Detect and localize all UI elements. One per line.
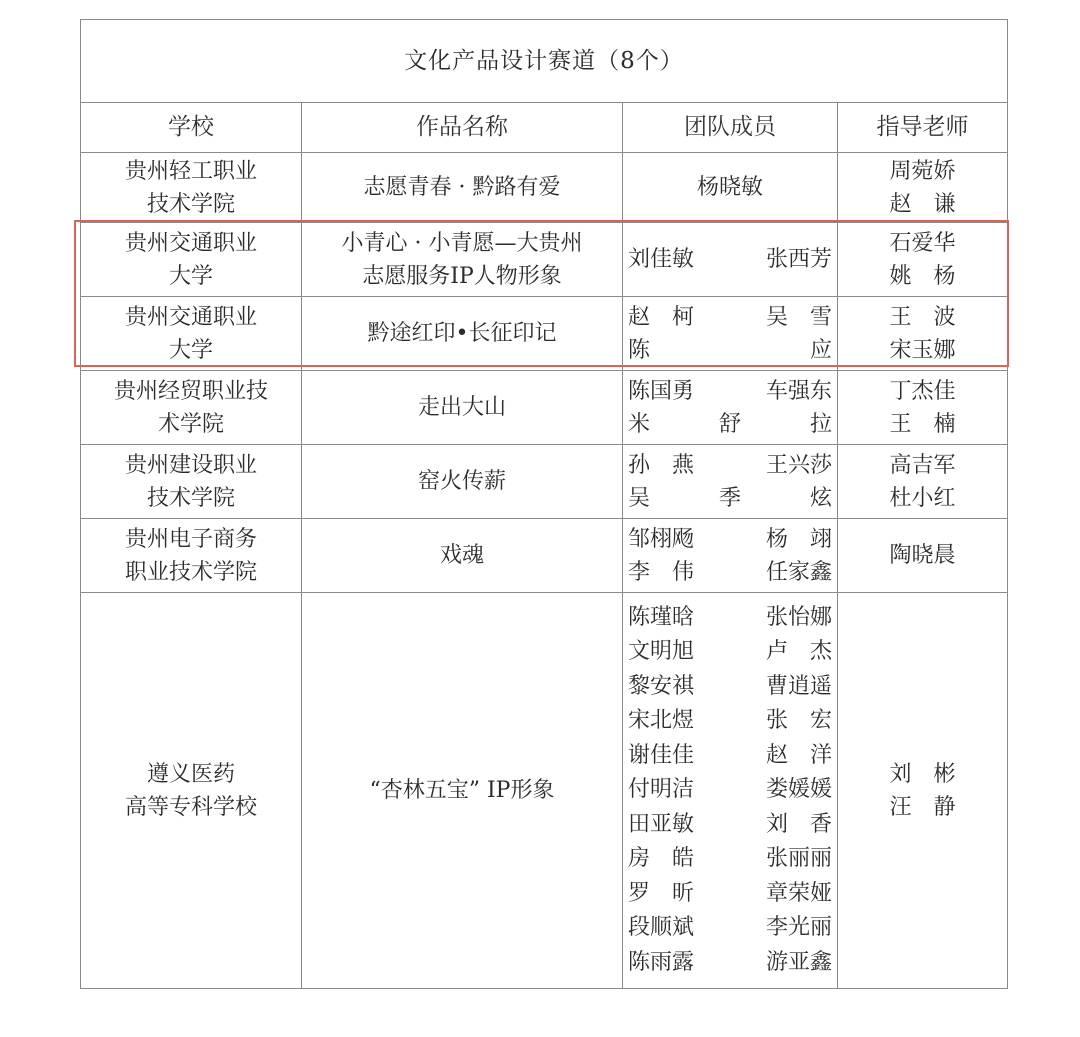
member-name: 李 伟 (628, 559, 695, 585)
advisor-name: 王 楠 (889, 411, 956, 437)
member-name: 田亚敏 (628, 811, 695, 837)
advisor-name: 姚 杨 (889, 263, 956, 289)
school-cell (81, 519, 302, 593)
member-name: 宋北煜 (628, 708, 695, 734)
work-line: 窑火传薪 (417, 469, 506, 494)
member-name: 文明旭 (628, 639, 695, 665)
advisor-cell (838, 153, 1008, 223)
member-name: 付明洁 (628, 777, 695, 803)
school-cell (81, 445, 302, 519)
member-name: 谢佳佳 (628, 742, 695, 768)
advisor-name: 杜小红 (889, 485, 956, 511)
school-line: 贵州建设职业 (124, 452, 257, 478)
table-row (81, 371, 1008, 445)
school-cell (81, 223, 302, 297)
school-cell (81, 297, 302, 371)
work-line: 志愿服务IP人物形象 (362, 263, 562, 289)
work-cell (302, 297, 623, 371)
header-school: 学校 (81, 103, 302, 153)
team-cell (623, 371, 838, 445)
member-name: 黎安祺 (628, 673, 695, 699)
advisor-name: 王 波 (889, 304, 956, 330)
member-name: 章荣娅 (765, 880, 832, 906)
member-name: 杨 翊 (765, 526, 832, 552)
advisor-cell (838, 371, 1008, 445)
table-row (81, 153, 1008, 223)
school-line: 高等专科学校 (124, 794, 257, 820)
member-name: 李光丽 (765, 915, 832, 941)
advisor-cell (838, 223, 1008, 297)
member-name: 吴季炫 (628, 485, 832, 511)
advisor-name: 刘 彬 (889, 761, 956, 787)
member-name: 房 皓 (628, 846, 695, 872)
advisor-name: 汪 静 (889, 794, 956, 820)
member-name: 杨晓敏 (696, 175, 763, 200)
member-name: 张西芳 (765, 247, 832, 272)
work-cell (302, 519, 623, 593)
advisor-name: 宋玉娜 (889, 337, 956, 363)
school-line: 贵州交通职业 (124, 304, 257, 330)
award-table (80, 19, 1008, 989)
table-row (81, 223, 1008, 297)
table-title: 文化产品设计赛道（8个） (81, 20, 1008, 103)
school-cell (81, 593, 302, 989)
member-name: 赵 洋 (765, 742, 832, 768)
team-cell (623, 297, 838, 371)
work-line: 戏魂 (439, 543, 484, 568)
member-name: 张怡娜 (765, 604, 832, 630)
member-name: 任家鑫 (765, 559, 832, 585)
member-name: 吴 雪 (765, 304, 832, 330)
member-name: 刘 香 (765, 811, 832, 837)
member-name: 孙 燕 (628, 452, 695, 478)
member-name: 曹逍遥 (765, 673, 832, 699)
school-line: 贵州交通职业 (124, 230, 257, 256)
advisor-cell (838, 445, 1008, 519)
table-row (81, 445, 1008, 519)
member-name: 张 宏 (765, 708, 832, 734)
school-line: 贵州电子商务 (124, 526, 257, 552)
work-cell (302, 223, 623, 297)
member-name: 米舒拉 (628, 411, 832, 437)
work-line: 小青心 · 小青愿—大贵州 (341, 230, 583, 256)
member-name: 王兴莎 (765, 452, 832, 478)
member-name: 罗 昕 (628, 880, 695, 906)
member-name: 刘佳敏 (628, 247, 695, 272)
advisor-cell (838, 297, 1008, 371)
work-cell (302, 371, 623, 445)
header-work: 作品名称 (302, 103, 623, 153)
school-line: 贵州经贸职业技 (113, 378, 268, 404)
member-name: 车强东 (765, 378, 832, 404)
team-cell (623, 153, 838, 223)
member-name: 陈 应 (628, 337, 832, 363)
member-name: 陈雨露 (628, 949, 695, 975)
advisor-name: 陶晓晨 (889, 543, 956, 568)
school-cell (81, 153, 302, 223)
member-name: 赵 柯 (628, 304, 695, 330)
advisor-name: 丁杰佳 (889, 378, 956, 404)
work-line: 走出大山 (417, 395, 506, 420)
advisor-cell (838, 593, 1008, 989)
header-team: 团队成员 (623, 103, 838, 153)
school-line: 技术学院 (146, 191, 235, 217)
member-name: 娄媛媛 (765, 777, 832, 803)
school-line: 职业技术学院 (124, 559, 257, 585)
member-name: 陈国勇 (628, 378, 695, 404)
member-name: 段顺斌 (628, 915, 695, 941)
school-line: 技术学院 (146, 485, 235, 511)
work-cell (302, 593, 623, 989)
team-cell (623, 445, 838, 519)
team-cell (623, 223, 838, 297)
member-name: 陈瑾晗 (628, 604, 695, 630)
member-name: 卢 杰 (765, 639, 832, 665)
advisor-name: 周菀娇 (889, 158, 956, 184)
work-cell (302, 153, 623, 223)
school-line: 大学 (168, 337, 213, 363)
table-row (81, 519, 1008, 593)
advisor-cell (838, 519, 1008, 593)
team-cell (623, 519, 838, 593)
table-row (81, 593, 1008, 989)
advisor-name: 石爱华 (889, 230, 956, 256)
advisor-name: 赵 谦 (889, 191, 956, 217)
school-line: 术学院 (157, 411, 224, 437)
school-line: 贵州轻工职业 (124, 158, 257, 184)
work-line: “杏林五宝” IP形象 (369, 778, 555, 803)
work-cell (302, 445, 623, 519)
member-name: 游亚鑫 (765, 949, 832, 975)
header-advisor: 指导老师 (838, 103, 1008, 153)
member-name: 张丽丽 (765, 846, 832, 872)
table-row (81, 297, 1008, 371)
school-line: 遵义医药 (146, 761, 235, 787)
work-line: 黔途红印•长征印记 (367, 321, 557, 346)
member-name: 邹栩飏 (628, 526, 695, 552)
school-line: 大学 (168, 263, 213, 289)
work-line: 志愿青春 · 黔路有爱 (363, 175, 561, 200)
advisor-name: 高吉军 (889, 452, 956, 478)
school-cell (81, 371, 302, 445)
team-cell (623, 593, 838, 989)
